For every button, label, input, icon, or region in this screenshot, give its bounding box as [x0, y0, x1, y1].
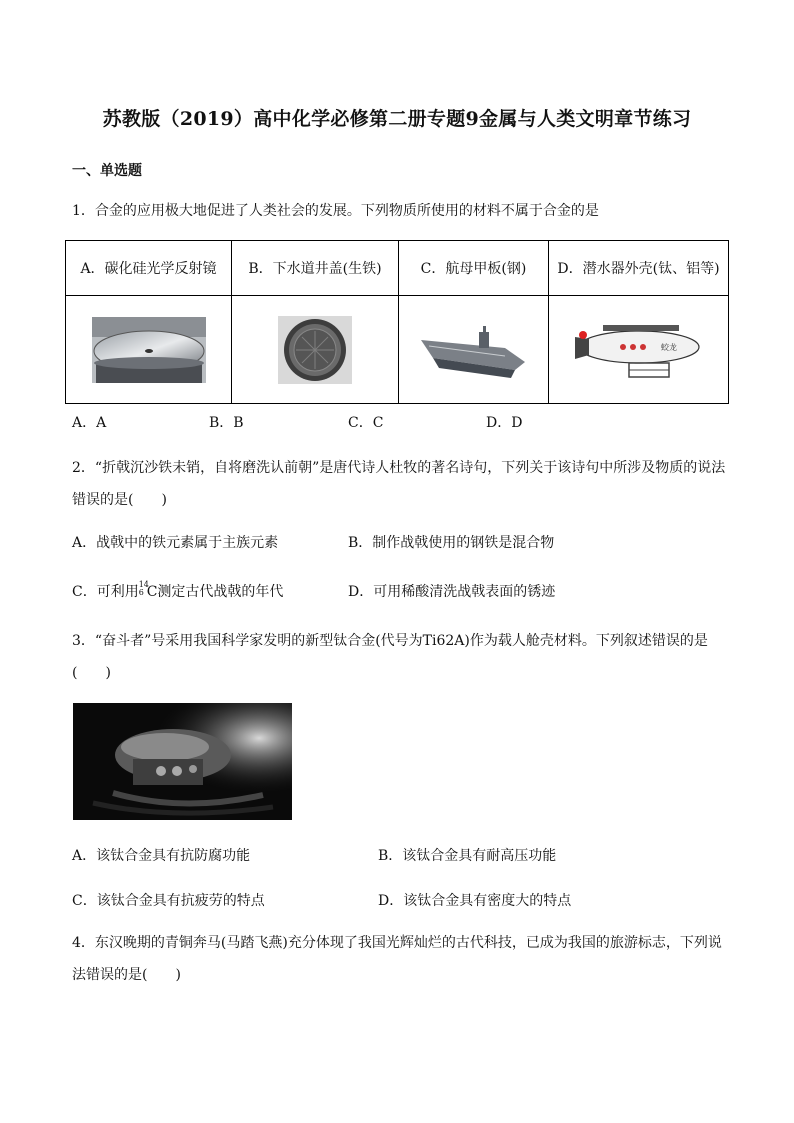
q3-option-c[interactable]: C．该钛合金具有抗疲劳的特点	[72, 893, 265, 909]
isotope-mass-number: 14	[138, 580, 149, 589]
question-3-stem	[72, 625, 732, 689]
question-4-line-2: 法错误的是( )	[72, 967, 181, 983]
question-2-line-2: 错误的是( )	[72, 492, 167, 508]
option-a[interactable]: A．A	[72, 415, 107, 431]
q2-option-c-prefix: C．可利用	[72, 584, 139, 600]
question-3-line-2: ( )	[72, 665, 111, 681]
q2-option-c-suffix: C测定古代战戟的年代	[146, 584, 284, 600]
fendouzhe-submersible-photo	[73, 703, 292, 820]
submarine-label: 蛟龙	[660, 342, 677, 352]
q3-option-a[interactable]: A．该钛合金具有抗防腐功能	[72, 848, 251, 864]
question-4-stem	[72, 927, 732, 991]
table-header-c: C．航母甲板(钢)	[399, 241, 549, 296]
q2-option-c[interactable]	[72, 581, 283, 601]
question-3-line-1: 3．“奋斗者”号采用我国科学家发明的新型钛合金(代号为Ti62A)作为载人舱壳材料。下列叙述错误的是	[72, 633, 708, 649]
table-header-d: D．潜水器外壳(钛、铝等)	[549, 241, 729, 296]
section-heading: 一、单选题	[72, 163, 142, 179]
q2-option-b[interactable]: B．制作战戟使用的钢铁是混合物	[348, 535, 555, 551]
question-2-line-1: 2．“折戟沉沙铁未销，自将磨洗认前朝”是唐代诗人杜牧的著名诗句，下列关于该诗句中所涉及物质的说法	[72, 460, 726, 476]
q2-option-a[interactable]: A．战戟中的铁元素属于主族元素	[72, 535, 279, 551]
submersible-photo	[549, 296, 729, 404]
question-1-stem: 1．合金的应用极大地促进了人类社会的发展。下列物质所使用的材料不属于合金的是	[72, 203, 599, 219]
question-1-table	[65, 240, 729, 404]
table-header-a: A．碳化硅光学反射镜	[66, 241, 232, 296]
page-title: 苏教版（2019）高中化学必修第二册专题9金属与人类文明章节练习	[102, 108, 692, 130]
table-header-b: B．下水道井盖(生铁)	[232, 241, 399, 296]
mirror-photo	[66, 296, 232, 404]
q3-option-d[interactable]: D．该钛合金具有密度大的特点	[378, 893, 572, 909]
isotope-notation	[139, 581, 147, 597]
option-b[interactable]: B．B	[209, 415, 244, 431]
question-2-stem	[72, 452, 732, 516]
aircraft-carrier-photo	[399, 296, 549, 404]
manhole-cover-photo	[232, 296, 399, 404]
option-c[interactable]: C．C	[348, 415, 384, 431]
isotope-atomic-number: 6	[138, 588, 144, 597]
q3-option-b[interactable]: B．该钛合金具有耐高压功能	[378, 848, 557, 864]
question-4-line-1: 4．东汉晚期的青铜奔马(马踏飞燕)充分体现了我国光辉灿烂的古代科技，已成为我国的旅游标志，下列说	[72, 935, 722, 951]
option-d[interactable]: D．D	[486, 415, 523, 431]
q2-option-d[interactable]: D．可用稀酸清洗战戟表面的锈迹	[348, 584, 556, 600]
